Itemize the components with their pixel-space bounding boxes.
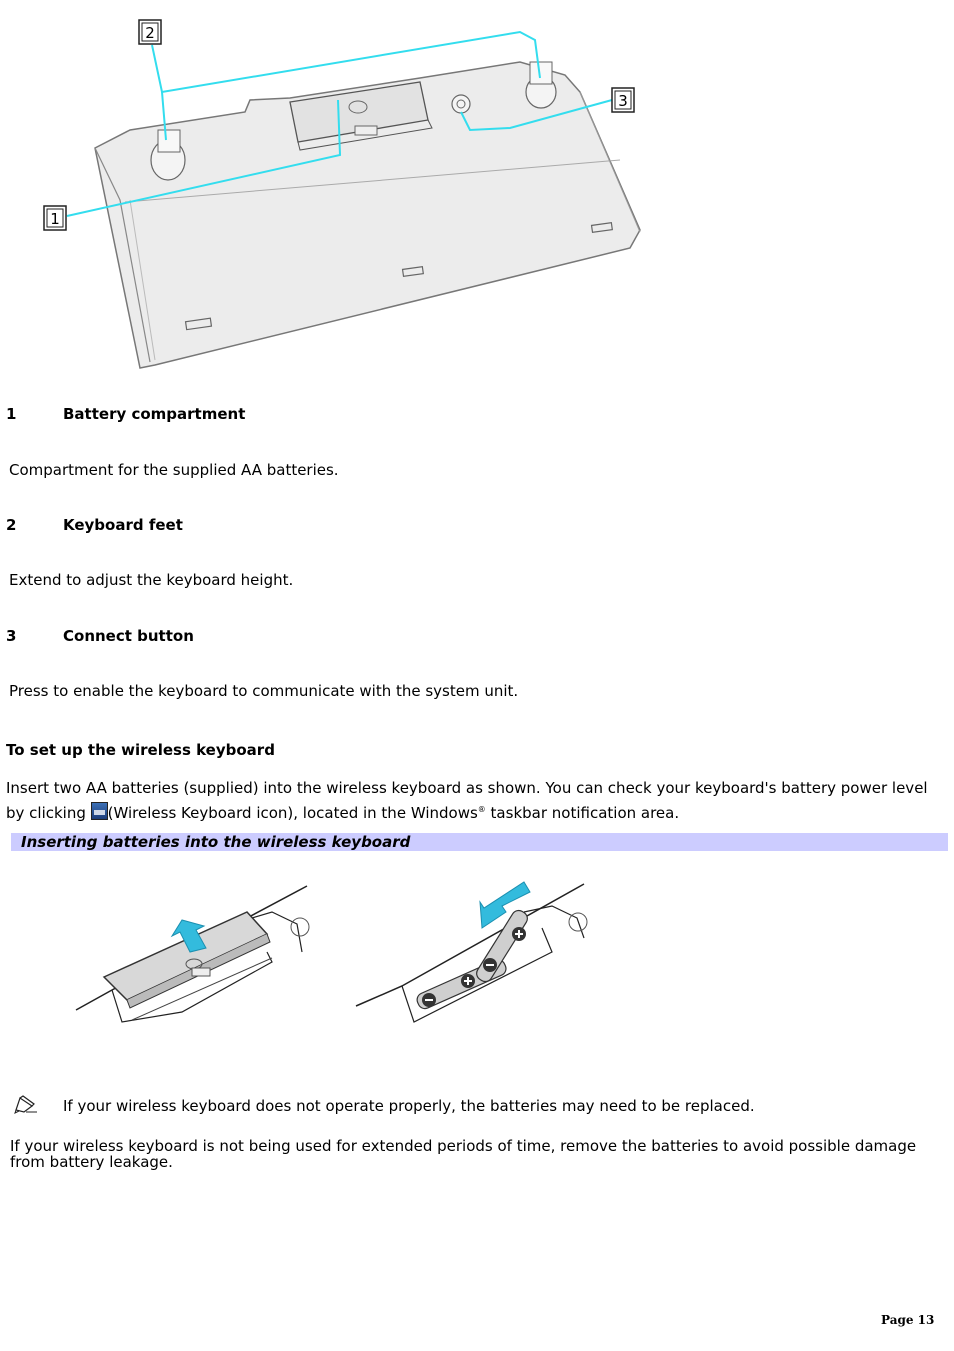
battery-cover-removal-illustration bbox=[72, 882, 312, 1032]
battery-insertion-illustration bbox=[352, 878, 592, 1028]
item-1-desc: Compartment for the supplied AA batteries. bbox=[9, 461, 339, 479]
setup-text-a: by clicking bbox=[6, 804, 91, 822]
callout-1-label: 1 bbox=[50, 210, 60, 228]
section-bar bbox=[11, 833, 948, 851]
final-paragraph-line-1: If your wireless keyboard is not being used for extended periods of time, remove the batteries to avoid possible damage bbox=[10, 1137, 917, 1155]
callout-1 bbox=[44, 206, 66, 230]
keyboard-underside-diagram bbox=[0, 0, 660, 375]
callout-2 bbox=[139, 20, 161, 44]
setup-text-b: (Wireless Keyboard icon), located in the Windows bbox=[107, 804, 478, 822]
registered-mark: ® bbox=[477, 805, 486, 814]
callout-3 bbox=[612, 88, 634, 112]
item-3-number: 3 bbox=[6, 627, 17, 645]
setup-paragraph-line-1: Insert two AA batteries (supplied) into the wireless keyboard as shown. You can check your keyboard's battery power level bbox=[6, 779, 928, 797]
item-2-term: Keyboard feet bbox=[63, 516, 183, 534]
setup-paragraph bbox=[6, 777, 951, 824]
note-pen-icon bbox=[14, 1094, 38, 1114]
callout-3-label: 3 bbox=[618, 92, 628, 110]
item-1-term: Battery compartment bbox=[63, 405, 246, 423]
note-text: If your wireless keyboard does not operate properly, the batteries may need to be replaced. bbox=[63, 1097, 755, 1115]
item-2-number: 2 bbox=[6, 516, 17, 534]
item-2-desc: Extend to adjust the keyboard height. bbox=[9, 571, 294, 589]
callout-2-label: 2 bbox=[145, 24, 155, 42]
final-paragraph bbox=[10, 1138, 950, 1170]
item-3-term: Connect button bbox=[63, 627, 194, 645]
setup-paragraph-line-2 bbox=[6, 799, 951, 824]
final-paragraph-line-2: from battery leakage. bbox=[10, 1153, 173, 1171]
page-number: Page 13 bbox=[881, 1313, 935, 1327]
setup-text-c: taskbar notification area. bbox=[485, 804, 680, 822]
section-bar-title: Inserting batteries into the wireless keyboard bbox=[21, 833, 411, 851]
item-3-desc: Press to enable the keyboard to communicate with the system unit. bbox=[9, 682, 519, 700]
item-1-number: 1 bbox=[6, 405, 17, 423]
wireless-keyboard-icon bbox=[91, 802, 108, 820]
setup-heading: To set up the wireless keyboard bbox=[6, 741, 275, 759]
